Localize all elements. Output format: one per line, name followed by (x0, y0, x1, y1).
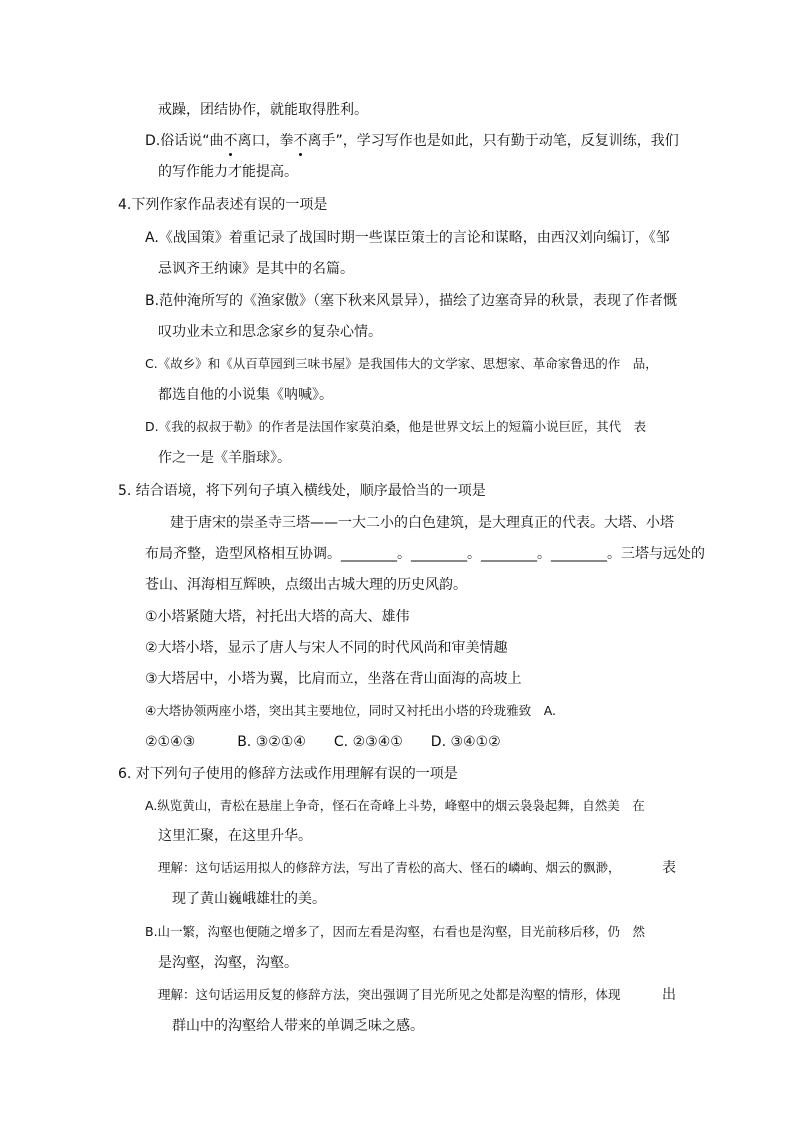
q4-option-a-line2: 忌讽齐王纳谏》是其中的名篇。 (158, 261, 354, 277)
q6-option-b-line2: 是沟壑，沟壑，沟壑。 (158, 955, 298, 971)
q3d-prefix: D.俗话说“曲 (145, 133, 224, 149)
q5-sentence-3: ③大塔居中，小塔为翼，比肩而立，坐落在背山面海的高坡上 (145, 671, 522, 687)
q6-option-a-line1: A.纵览黄山，青松在悬崖上争奇，怪石在奇峰上斗势，峰壑中的烟云袅袅起舞，自然美 在 (145, 798, 645, 813)
q4-option-c-line2: 都选自他的小说集《呐喊》。 (158, 387, 333, 403)
q4-option-d-line2: 作之一是《羊脂球》。 (158, 450, 291, 466)
q3d-mid2: 离手 (307, 133, 336, 149)
q3d-suffix: ”，学习写作也是如此，只有勤于动笔，反复训练，我们 (335, 133, 679, 149)
q4-option-a-line1: A.《战国策》着重记录了战国时期一些谋臣策士的言论和谋略，由西汉刘向编订，《邹 (145, 230, 670, 246)
emphasis-dot-char: 不 (223, 133, 238, 149)
q5-passage-line1: 建于唐宋的崇圣寺三塔——一大二小的白色建筑，是大理真正的代表。大塔、小塔 (170, 515, 674, 531)
q4-option-b-line1: B.范仲淹所写的《渔家傲》（塞下秋来风景异），描绘了边塞奇异的秋景，表现了作者慨 (145, 293, 678, 309)
q6-option-b-line1: B.山一繁，沟壑也便随之增多了，因而左看是沟壑，右看也是沟壑，目光前移后移，仍 然 (145, 924, 646, 939)
q6-option-a-note-line2: 现了黄山巍峨雄壮的美。 (172, 891, 326, 907)
q6-option-a-note-line1: 理解：这句话运用拟人的修辞方法，写出了青松的高大、怪石的嶙峋、烟云的飘渺， (158, 860, 621, 875)
q4-option-b-line2: 叹功业未立和思念家乡的复杂心情。 (158, 324, 382, 340)
question-4-stem: 4.下列作家作品表述有误的一项是 (118, 197, 328, 213)
q5-answer-options: ②①④③ B. ③②①④ C. ②③④① D. ③④①② (145, 734, 501, 750)
q6-option-b-note-line1: 理解：这句话运用反复的修辞方法，突出强调了目光所见之处都是沟壑的情形，体现 (158, 987, 621, 1002)
q5-sentence-1: ①小塔紧随大塔，衬托出大塔的高大、雄伟 (145, 609, 410, 625)
q4-option-c-line1: C.《故乡》和《从百草园到三味书屋》是我国伟大的文学家、思想家、革命家鲁迅的作 品， (145, 356, 658, 371)
q5-passage-line2: 布局齐整，造型风格相互协调。________。________。________。________。三塔与远处的 (145, 546, 705, 562)
question-5-stem: 5. 结合语境，将下列句子填入横线处，顺序最恰当的一项是 (118, 483, 486, 499)
q6-option-a-note-line1-end: 表 (662, 860, 676, 876)
q5-passage-line3: 苍山、洱海相互辉映，点缀出古城大理的历史风韵。 (145, 577, 467, 593)
q3-option-c-tail: 戒躁，团结协作，就能取得胜利。 (158, 102, 368, 118)
q5-sentence-2: ②大塔小塔，显示了唐人与宋人不同的时代风尚和审美情趣 (145, 640, 508, 656)
q6-option-a-line2: 这里汇聚，在这里升华。 (158, 828, 312, 844)
q5-sentence-4: ④大塔协领两座小塔，突出其主要地位，同时又衬托出小塔的玲珑雅致 A. (145, 703, 557, 718)
q3d-mid1: 离口，拳 (237, 133, 294, 149)
q4-option-d-line1: D.《我的叔叔于勒》的作者是法国作家莫泊桑，他是世界文坛上的短篇小说巨匠，其代 表 (145, 419, 647, 434)
q3-option-d-line1 (145, 131, 679, 151)
emphasis-dot-char: 不 (293, 133, 308, 149)
question-6-stem: 6. 对下列句子使用的修辞方法或作用理解有误的一项是 (118, 766, 458, 782)
q6-option-b-note-line1-end: 出 (662, 987, 676, 1003)
q3-option-d-line2: 的写作能力才能提高。 (158, 164, 298, 180)
q6-option-b-note-line2: 群山中的沟壑给人带来的单调乏味之感。 (172, 1018, 424, 1034)
